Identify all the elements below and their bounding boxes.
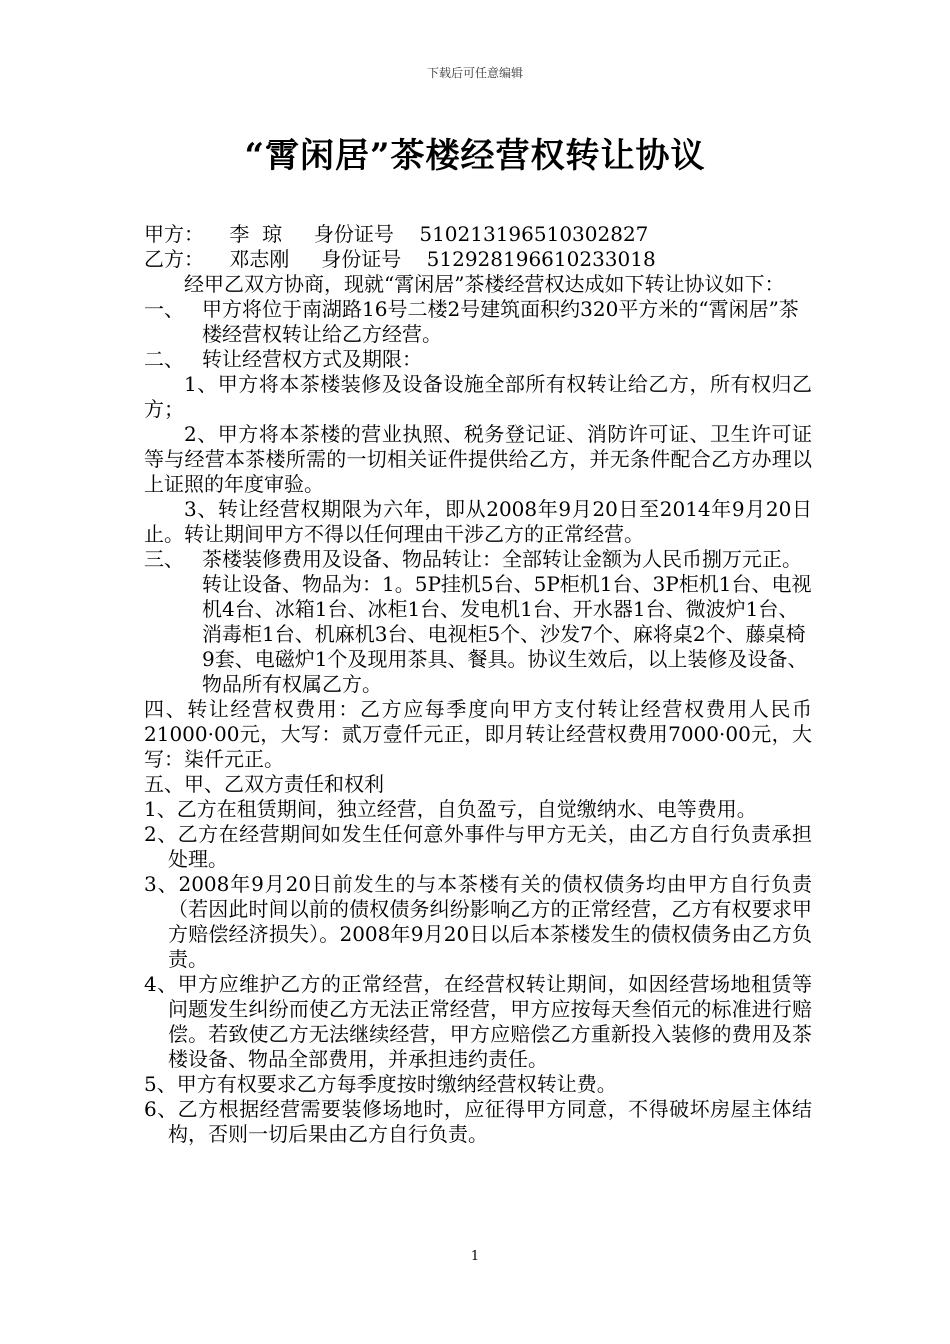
section-5-item: 5、甲方有权要求乙方每季度按时缴纳经营权转让费。 [144,1072,617,1096]
section-5-item: 4、甲方应维护乙方的正常经营，在经营权转让期间，如因经营场地租赁等问题发生纠纷而使乙方无法正常经营，甲方应按每天叁佰元的标准进行赔偿。若致使乙方无法继续经营，甲方应赔偿乙方重新投入装修的费用及茶楼设备、物品全部费用，并承担违约责任。 [144,972,812,1071]
section-number: 三、 [144,547,184,571]
section-5-item: 2、乙方在经营期间如发生任何意外事件与甲方无关，由乙方自行负责承担处理。 [144,822,812,871]
party-a: 甲方： 李 琼 身份证号 510213196510302827 [144,222,649,246]
section-2-heading [144,347,812,372]
section-5-item: 3、2008年9月20日前发生的与本茶楼有关的债权债务均由甲方自行负责（若因此时间以前的债权债务纠纷影响乙方的正常经营，乙方有权要求甲方赔偿经济损失）。2008年9月20日以后本茶楼发生的债权债务由乙方负责。 [144,872,812,971]
intro-paragraph: 经甲乙双方协商，现就“霄闲居”茶楼经营权达成如下转让协议如下： [184,272,785,296]
document-body [144,222,812,1147]
section-2-item: 2、甲方将本茶楼的营业执照、税务登记证、消防许可证、卫生许可证等与经营本茶楼所需的一切相关证件提供给乙方，并无条件配合乙方办理以上证照的年度审验。 [144,422,812,496]
document-title: “霄闲居”茶楼经营权转让协议 [244,136,706,176]
section-number: 一、 [144,297,184,321]
section-5-heading: 五、甲、乙双方责任和权利 [144,772,384,796]
section-2-item: 1、甲方将本茶楼装修及设备设施全部所有权转让给乙方，所有权归乙方； [144,372,812,421]
section-text: 甲方将位于南湖路16号二楼2号建筑面积约320平方米的“霄闲居”茶楼经营权转让给乙方经营。 [202,297,799,346]
section-text: 茶楼装修费用及设备、物品转让：全部转让金额为人民币捌万元正。转让设备、物品为：1。5P挂机5台、5P柜机1台、3P柜机1台、电视机4台、冰箱1台、冰柜1台、发电机1台、开水器1台、微波炉1台、消毒柜1台、机麻机3台、电视柜5个、沙发7个、麻将桌2个、藤桌椅9套、电磁炉1个及现用茶具、餐具。协议生效后，以上装修及设备、物品所有权属乙方。 [202,547,812,696]
party-b: 乙方： 邓志刚 身份证号 512928196610233018 [144,247,656,271]
section-number: 二、 [144,347,184,371]
section-4: 四、转让经营权费用：乙方应每季度向甲方支付转让经营权费用人民币21000·00元，大写：贰万壹仟元正，即月转让经营权费用7000·00元，大写：柒仟元正。 [144,697,812,771]
page-number: 1 [470,1249,480,1264]
section-text: 转让经营权方式及期限： [202,347,422,371]
section-1 [144,297,812,347]
section-5-item: 1、乙方在租赁期间，独立经营，自负盈亏，自觉缴纳水、电等费用。 [144,797,757,821]
section-2-item: 3、转让经营权期限为六年，即从2008年9月20日至2014年9月20日止。转让期间甲方不得以任何理由干涉乙方的正常经营。 [144,497,812,546]
section-5-item: 6、乙方根据经营需要装修场地时，应征得甲方同意，不得破坏房屋主体结构，否则一切后果由乙方自行负责。 [144,1097,812,1146]
section-3 [144,547,812,697]
page-header-note: 下载后可任意编辑 [426,66,523,80]
